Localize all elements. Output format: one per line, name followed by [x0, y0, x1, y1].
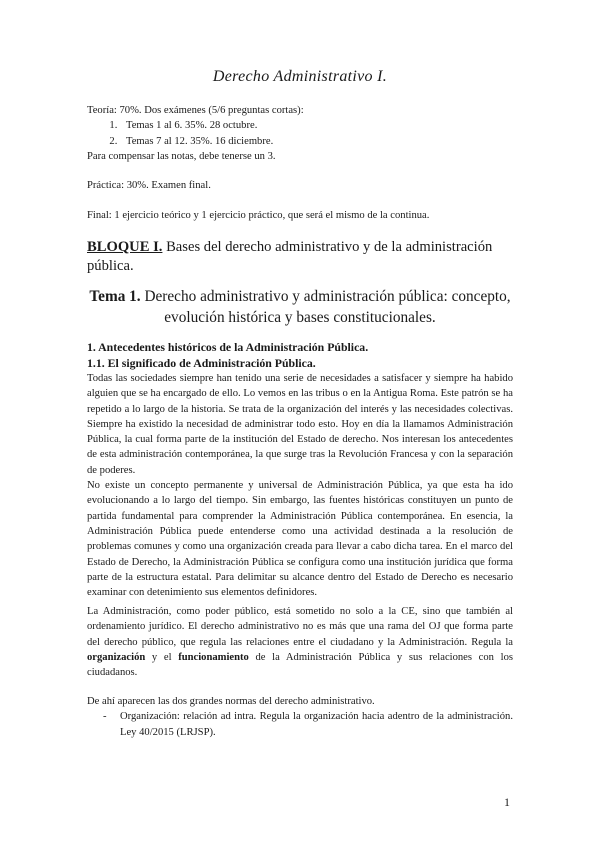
paragraph: [87, 604, 513, 680]
paragraph-text: de la Administración Pública y sus relaciones con los ciudadanos.: [87, 651, 513, 679]
final-line: Final: 1 ejercicio teórico y 1 ejercicio práctico, que será el mismo de la continua.: [87, 210, 430, 221]
teoria-line: Teoría: 70%. Dos exámenes (5/6 preguntas cortas):: [87, 105, 304, 116]
section-body: [87, 339, 513, 600]
paragraph: No existe un concepto permanente y universal de Administración Pública, ya que esta ha ido evolucionando a lo largo del tiempo. Sin embargo, las fuentes históricas constituyen un punto de partida fundamental para comprender la Administración Pública contemporánea. En esencia, la Administración Pública puede entenderse como una actividad destinada a la resolución de problemas comunes y como una organización creada para llevar a cabo dicha tarea. En el marco del Estado de Derecho, la Administración Pública se configura como una institución jurídica que forma parte de la estructura estatal. Para delimitar su alcance dentro del Estado de Derecho es necesario examinar con detenimiento sus elementos definidores.: [87, 480, 513, 599]
paragraph-text: y el: [145, 651, 179, 663]
tema-text: Derecho administrativo y administración pública: concepto, evolución histórica y bases constitucionales.: [140, 288, 511, 326]
list-item: 2. Temas 7 al 12. 35%. 16 diciembre.: [120, 134, 513, 149]
evaluation-section: [87, 103, 513, 164]
list-item-text: Organización: relación ad intra. Regula la organización hacia adentro de la administración. Ley 40/2015 (LRJSP).: [120, 711, 513, 738]
dash-bullet: -: [103, 711, 107, 723]
bloque-heading: [87, 238, 513, 276]
bold-term: organización: [87, 651, 146, 663]
paragraph-text: La Administración, como poder público, está sometido no solo a la CE, sino que también al ordenamiento jurídico. El derecho administrativo no es más que una rama del OJ que forma parte del derecho público, que regula las relaciones entre el ciudadano y la Administración. Regula la: [87, 606, 513, 648]
practica-block: [87, 178, 513, 193]
compensar-line: Para compensar las notas, debe tenerse un 3.: [87, 150, 276, 162]
section-body-3: [87, 694, 513, 740]
subsection-heading: 1.1. El significado de Administración Pública.: [87, 356, 316, 370]
dash-list: [87, 709, 513, 740]
tema-heading: [87, 286, 513, 328]
tema-label: Tema 1.: [89, 288, 141, 305]
page-number: 1: [504, 795, 510, 809]
list-item: [87, 709, 513, 740]
paragraph: Todas las sociedades siempre han tenido una serie de necesidades a satisfacer y siempre ha habido alguien que se ha encargado de ello. Lo vemos en las tribus o en la Antigua Roma. Este patrón se ha repetido a lo largo de la historia. Se trata de la organización del interés y las necesidades colectivas. Siempre ha existido la necesidad de administrar todo esto. Hoy en día la llamamos Administración Pública, la cual forma parte de la institución del Estado de derecho. Nos interesan los antecedentes de esta administración contemporánea, la que surge tras la Revolución Francesa y con la separación de poderes.: [87, 373, 513, 476]
bloque-label: BLOQUE I.: [87, 239, 163, 255]
practica-line: Práctica: 30%. Examen final.: [87, 180, 211, 191]
bold-term: funcionamiento: [178, 651, 249, 663]
exam-list: [87, 118, 513, 149]
list-item: 1. Temas 1 al 6. 35%. 28 octubre.: [120, 118, 513, 133]
section-heading: 1. Antecedentes históricos de la Administración Pública.: [87, 340, 369, 354]
document-title: Derecho Administrativo I.: [212, 68, 388, 85]
paragraph: De ahí aparecen las dos grandes normas del derecho administrativo.: [87, 696, 375, 707]
final-block: [87, 208, 513, 223]
section-body-2: [87, 604, 513, 680]
bloque-text: Bases del derecho administrativo y de la administración pública.: [87, 239, 493, 274]
